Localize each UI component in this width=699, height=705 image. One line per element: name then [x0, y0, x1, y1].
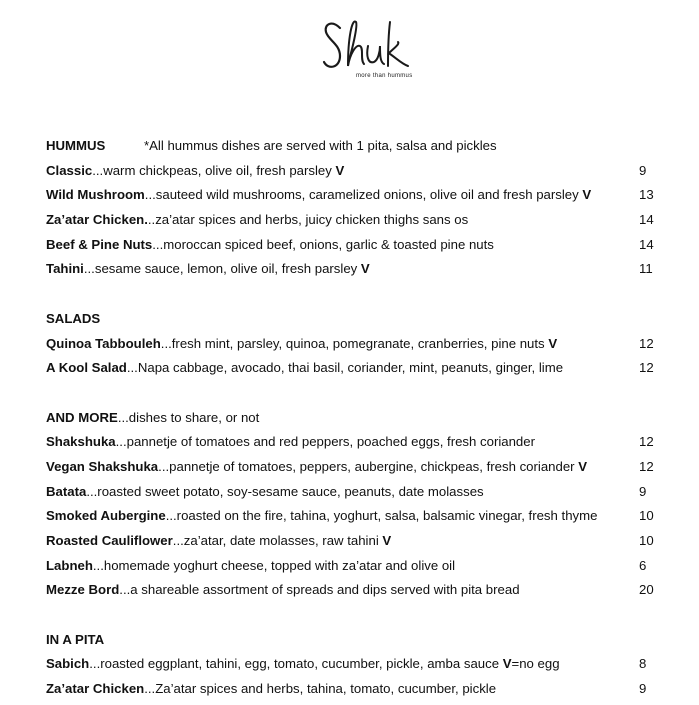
item-name: Batata: [46, 483, 87, 499]
item-description: ...pannetje of tomatoes, peppers, aubergine, chickpeas, fresh coriander: [158, 458, 579, 474]
item-name: Za’atar Chicken: [46, 681, 145, 697]
item-name: Classic: [46, 162, 93, 178]
vegetarian-note: =no egg: [511, 656, 560, 672]
item-description: ...sauteed wild mushrooms, caramelized onions, olive oil and fresh parsley: [144, 187, 583, 203]
item-price: 12: [639, 458, 654, 474]
item-price: 9: [639, 483, 647, 499]
menu-item: [46, 236, 666, 261]
menu-item: [46, 532, 666, 557]
section-header-and-more: [46, 409, 666, 434]
item-description: ...roasted on the fire, tahina, yoghurt, salsa, balsamic vinegar, fresh thyme: [165, 508, 598, 524]
spacer: [46, 606, 666, 631]
item-name: Roasted Cauliflower: [46, 533, 173, 548]
item-price: 20: [639, 582, 654, 598]
section-title: IN A PITA: [46, 631, 105, 647]
menu-item: [46, 186, 666, 211]
item-name: Labneh: [46, 557, 93, 573]
section-header-in-a-pita: [46, 631, 666, 656]
item-description: ...fresh mint, parsley, quinoa, pomegranate, cranberries, pine nuts: [160, 335, 549, 351]
menu-item: [46, 458, 666, 483]
item-name: Za’atar Chicken.: [46, 212, 148, 228]
menu-item: [46, 162, 666, 187]
section-header-hummus: [46, 137, 666, 162]
vegetarian-marker: V: [578, 458, 588, 474]
menu-item: [46, 483, 666, 508]
item-description: ...warm chickpeas, olive oil, fresh parsley: [92, 162, 336, 178]
item-description: ...sesame sauce, lemon, olive oil, fresh parsley: [83, 261, 361, 277]
item-price: 9: [639, 681, 647, 697]
item-description: ...roasted sweet potato, soy-sesame sauce, peanuts, date molasses: [86, 483, 484, 499]
item-price: 14: [639, 212, 654, 228]
vegetarian-marker: V: [548, 335, 558, 351]
item-name: Tahini: [46, 261, 84, 277]
section-note: ...dishes to share, or not: [117, 409, 260, 425]
menu-item: [46, 680, 666, 705]
item-price: 10: [639, 508, 654, 524]
item-name: Vegan Shakshuka: [46, 458, 159, 474]
menu-item: [46, 433, 666, 458]
logo-tagline: more than hummus: [356, 73, 413, 79]
item-price: 8: [639, 656, 647, 672]
item-description: ...moroccan spiced beef, onions, garlic & toasted pine nuts: [152, 236, 494, 252]
menu-item: [46, 359, 666, 384]
menu-item: [46, 335, 666, 360]
item-price: 12: [639, 360, 654, 376]
menu-item: [46, 507, 666, 532]
section-title: SALADS: [46, 310, 101, 326]
item-price: 12: [639, 335, 654, 351]
section-title: AND MORE: [46, 409, 118, 425]
vegetarian-marker: V: [360, 261, 370, 277]
menu-item: [46, 655, 666, 680]
item-price: 10: [639, 533, 654, 548]
item-description: ...a shareable assortment of spreads and dips served with pita bread: [119, 582, 520, 598]
item-price: 12: [639, 434, 654, 450]
menu-item: [46, 260, 666, 285]
menu-item: [46, 211, 666, 236]
item-description: ...homemade yoghurt cheese, topped with za’atar and olive oil: [92, 557, 456, 573]
section-title: HUMMUS: [46, 138, 106, 153]
menu-item: [46, 557, 666, 582]
spacer: [46, 384, 666, 409]
item-name: Quinoa Tabbouleh: [46, 335, 161, 351]
item-price: 14: [639, 236, 654, 252]
item-name: Wild Mushroom: [46, 187, 145, 203]
item-description: ..za’atar spices and herbs, juicy chicken thighs sans os: [147, 212, 469, 228]
vegetarian-marker: V: [382, 533, 392, 548]
item-description: ...pannetje of tomatoes and red peppers, poached eggs, fresh coriander: [115, 434, 535, 450]
item-description: ...za’atar, date molasses, raw tahini: [172, 533, 383, 548]
item-name: Smoked Aubergine: [46, 508, 166, 524]
vegetarian-marker: V: [582, 187, 592, 203]
vegetarian-marker: V: [502, 656, 512, 672]
item-price: 6: [639, 557, 647, 573]
item-name: A Kool Salad: [46, 360, 127, 376]
menu: [46, 137, 666, 705]
item-description: ...Napa cabbage, avocado, thai basil, coriander, mint, peanuts, ginger, lime: [126, 360, 564, 376]
item-price: 13: [639, 187, 654, 203]
item-price: 9: [639, 162, 647, 178]
spacer: [46, 285, 666, 310]
item-name: Sabich: [46, 656, 90, 672]
item-name: Mezze Bord: [46, 582, 120, 598]
vegetarian-marker: V: [335, 162, 345, 178]
item-name: Beef & Pine Nuts: [46, 236, 153, 252]
section-header-salads: [46, 310, 666, 335]
menu-item: [46, 581, 666, 606]
item-price: 11: [639, 261, 653, 277]
item-description: ...roasted eggplant, tahini, egg, tomato, cucumber, pickle, amba sauce: [89, 656, 503, 672]
item-description: ...Za’atar spices and herbs, tahina, tomato, cucumber, pickle: [144, 681, 497, 697]
section-note: *All hummus dishes are served with 1 pita, salsa and pickles: [144, 138, 497, 153]
item-name: Shakshuka: [46, 434, 116, 450]
